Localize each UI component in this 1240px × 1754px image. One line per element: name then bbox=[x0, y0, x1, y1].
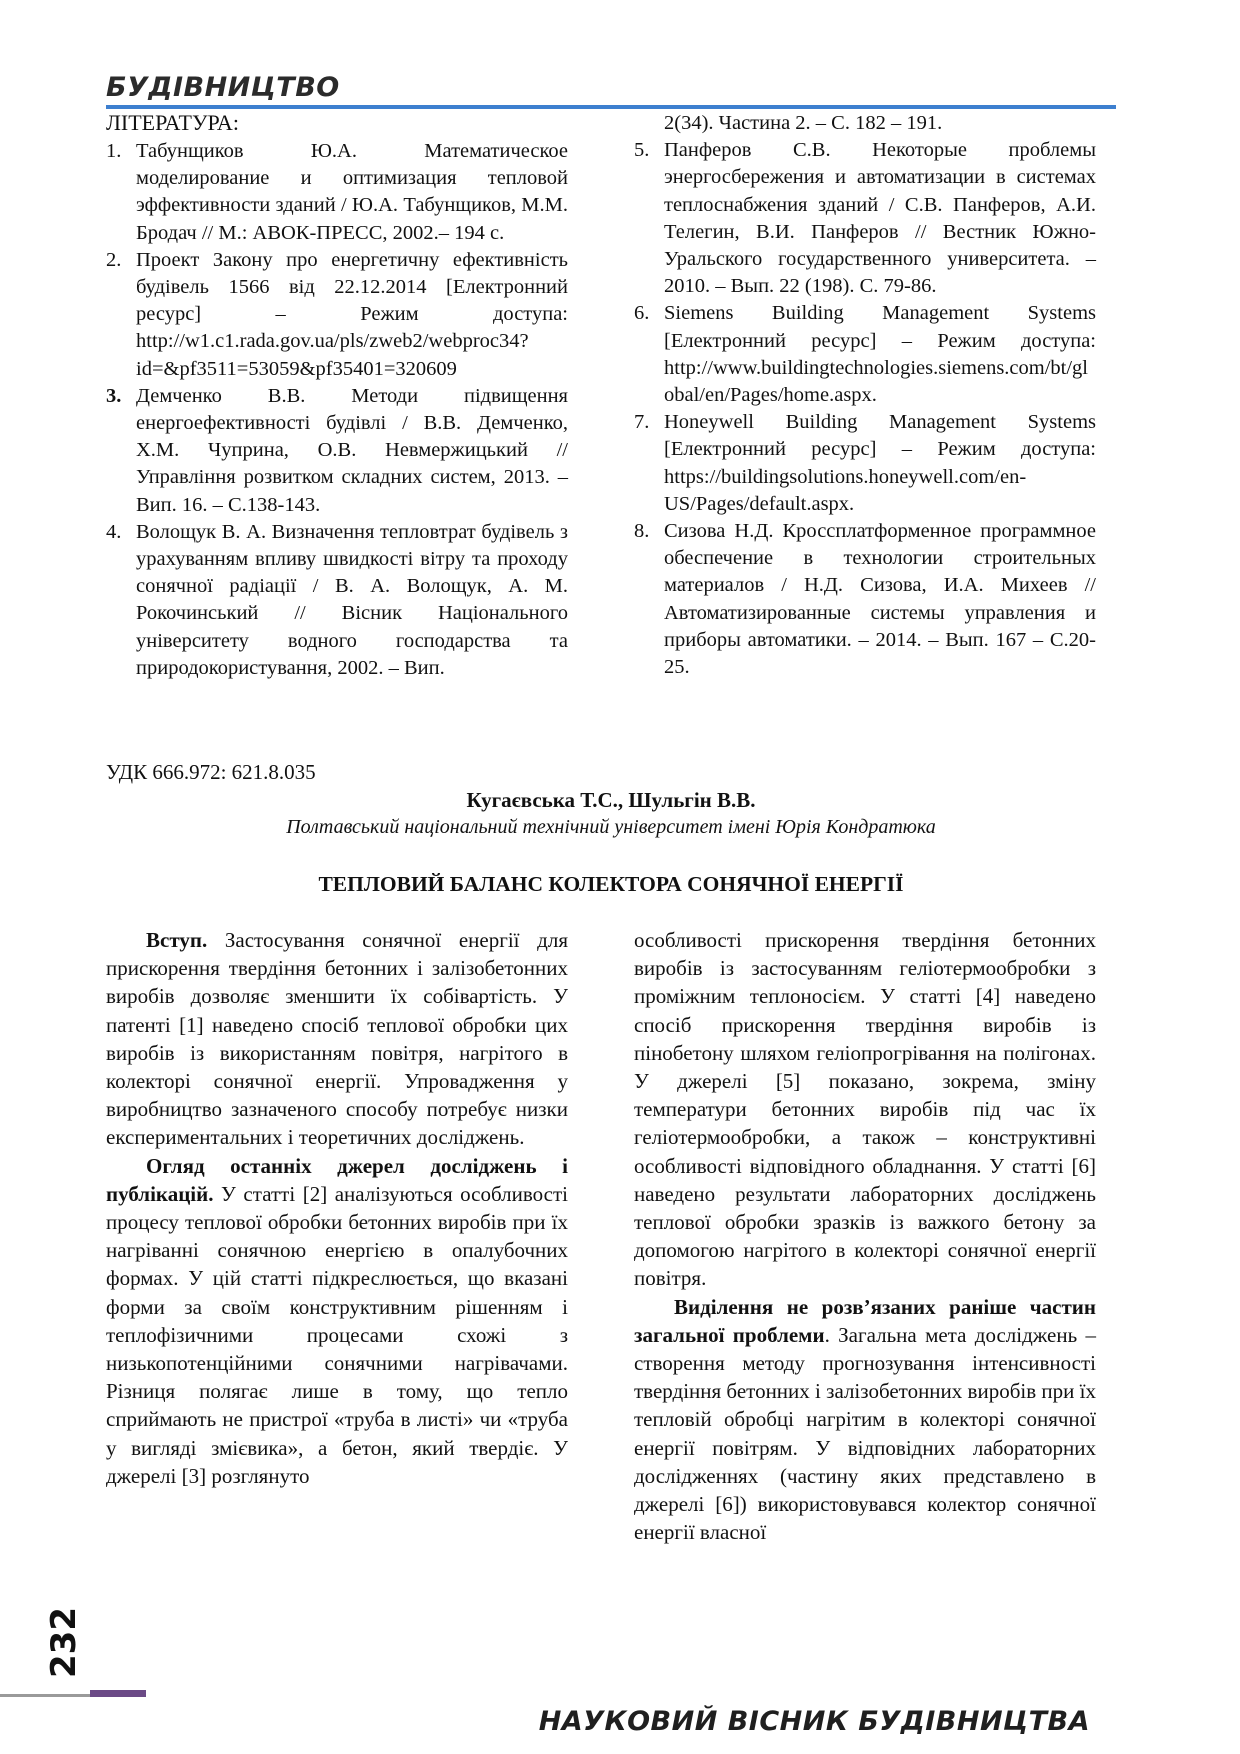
page-number: 232 bbox=[44, 1607, 84, 1678]
author-affiliation: Полтавський національний технічний університет імені Юрія Кондратюка bbox=[286, 816, 936, 838]
reference-number: 7. bbox=[634, 411, 650, 434]
reference-item bbox=[106, 247, 568, 383]
review-heading: Огляд останніх джерел досліджень і публікацій. bbox=[106, 1153, 568, 1206]
reference-item bbox=[634, 137, 1096, 300]
reference-number: 8. bbox=[634, 520, 650, 543]
literature-heading: ЛІТЕРАТУРА: bbox=[106, 110, 239, 135]
journal-title: НАУКОВИЙ ВІСНИК БУДІВНИЦТВА bbox=[538, 1706, 1090, 1737]
reference-text: Siemens Building Management Systems [Електронний ресурс] – Режим доступа: http://www.buildingtechnologies.siemens.com/bt/global/en/Pages/home.aspx. bbox=[664, 302, 1096, 407]
review-continuation: особливості прискорення твердіння бетонних виробів із застосуванням геліотермообробки з проміжним теплоносієм. У статті [4] наведено спосіб прискорення твердіння виробів із пінобетону шляхом геліопрогрівання на полігонах. У джерелі [5] показано, зокрема, зміну температури бетонних виробів під час їх геліотермообробки, а також – конструктивні особливості відповідного обладнання. У статті [6] наведено результати лабораторних досліджень теплової обробки зразків із важкого бетону за допомогою нагрітого в колекторі сонячної енергії повітря. bbox=[634, 928, 1096, 1291]
body-left-column bbox=[106, 926, 568, 1490]
body-right-column bbox=[634, 926, 1096, 1546]
intro-heading: Вступ. bbox=[146, 928, 208, 952]
reference-number: 2. bbox=[106, 248, 122, 271]
review-paragraph bbox=[106, 1152, 568, 1490]
footer-rule-accent bbox=[90, 1690, 146, 1697]
reference-text: Волощук В. А. Визначення тепловтрат будівель з урахуванням впливу швидкості вітру та проходу сонячної радіації / В. А. Волощук, А. М. Рокочинський // Вісник Національного університету водного господарства та природокористування, 2002. – Вип. bbox=[136, 520, 568, 679]
reference-number: 5. bbox=[634, 139, 650, 162]
reference-text: Проект Закону про енергетичну ефективність будівель 1566 від 22.12.2014 [Електронний ресурс] – Режим доступа: http://w1.c1.rada.gov.ua/pls/zweb2/webproc34?id=&pf3511=53059&pf35401=320609 bbox=[136, 248, 568, 380]
reference-number: 6. bbox=[634, 302, 650, 325]
reference-text: Сизова Н.Д. Кроссплатформенное программное обеспечение в технологии строительных материалов / Н.Д. Сизова, И.А. Михеев // Автоматизированные системы управления и приборы автоматики. – 2014. – Вып. 167 – С.20-25. bbox=[664, 520, 1096, 679]
reference-item bbox=[634, 300, 1096, 409]
reference-continuation: 2(34). Частина 2. – С. 182 – 191. bbox=[664, 112, 943, 134]
reference-text: Демченко В.В. Методи підвищення енергоефективності будівлі / В.В. Демченко, Х.М. Чуприна, О.В. Невмержицький // Управління розвитком складних систем, 2013. – Вип. 16. – С.138-143. bbox=[136, 384, 568, 516]
article-authors: Кугаєвська Т.С., Шульгін В.В. bbox=[466, 788, 756, 812]
reference-number: 4. bbox=[106, 520, 122, 543]
reference-item bbox=[106, 519, 568, 682]
reference-item bbox=[106, 138, 568, 247]
reference-text: Honeywell Building Management Systems [Електронний ресурс] – Режим доступа: https://buildingsolutions.honeywell.com/en-US/Pages/default.aspx. bbox=[664, 411, 1096, 515]
reference-text: Табунщиков Ю.А. Математическое моделирование и оптимизация тепловой эффективности зданий / Ю.А. Табунщиков, М.М. Бродач // М.: АВОК-ПРЕСС, 2002.– 194 с. bbox=[136, 140, 568, 244]
unsolved-paragraph bbox=[634, 1293, 1096, 1547]
references-left-column bbox=[106, 138, 568, 682]
intro-paragraph bbox=[106, 926, 568, 1152]
reference-text: Панферов С.В. Некоторые проблемы энергосбережения и автоматизации в системах теплоснабжения зданий / С.В. Панферов, А.И. Телегин, В.И. Панферов // Вестник Южно-Уральского государственного университета. – 2010. – Вып. 22 (198). С. 79-86. bbox=[664, 139, 1096, 298]
header-rule bbox=[106, 105, 1116, 109]
unsolved-heading: Виділення не розв’язаних раніше частин загальної проблеми bbox=[634, 1294, 1096, 1347]
reference-number: 1. bbox=[106, 140, 122, 162]
section-title: БУДІВНИЦТВО bbox=[106, 72, 340, 103]
review-text: У статті [2] аналізуються особливості процесу теплової обробки бетонних виробів при їх нагріванні сонячною енергією в опалубочних формах. У цій статті підкреслюється, що вказані форми за своїм конструктивним рішенням і теплофізичними процесами схожі з низькопотенційними сонячними нагрівачами. Різниця полягає лише в тому, що тепло сприймають не пристрої «труба в листі» чи «труба у вигляді змієвика», а бетон, який твердіє. У джерелі [3] розглянуто bbox=[106, 1181, 568, 1488]
reference-item bbox=[634, 409, 1096, 518]
reference-number: 3. bbox=[106, 384, 122, 407]
footer-rule-gray bbox=[0, 1694, 90, 1697]
udk-code: УДК 666.972: 621.8.035 bbox=[106, 760, 316, 784]
intro-text: Застосування сонячної енергії для прискорення твердіння бетонних і залізобетонних виробів дозволяє зменшити їх собівартість. У патенті [1] наведено спосіб теплової обробки цих виробів із використанням повітря, нагрітого в колекторі сонячної енергії. Упровадження у виробництво зазначеного способу потребує низки експериментальних і теоретичних досліджень. bbox=[106, 928, 568, 1150]
unsolved-text: . Загальна мета досліджень – створення методу прогнозування інтенсивності твердіння бетонних і залізобетонних виробів при їх тепловій обробці нагрітим в колекторі сонячної енергії повітрям. У відповідних лабораторних дослідженнях (частину яких представлено в джерелі [6]) використовувався колектор сонячної енергії власної bbox=[634, 1322, 1096, 1545]
references-right-column bbox=[634, 110, 1096, 681]
article-title: ТЕПЛОВИЙ БАЛАНС КОЛЕКТОРА СОНЯЧНОЇ ЕНЕРГІЇ bbox=[318, 872, 904, 896]
reference-item bbox=[106, 383, 568, 519]
reference-item bbox=[634, 518, 1096, 681]
